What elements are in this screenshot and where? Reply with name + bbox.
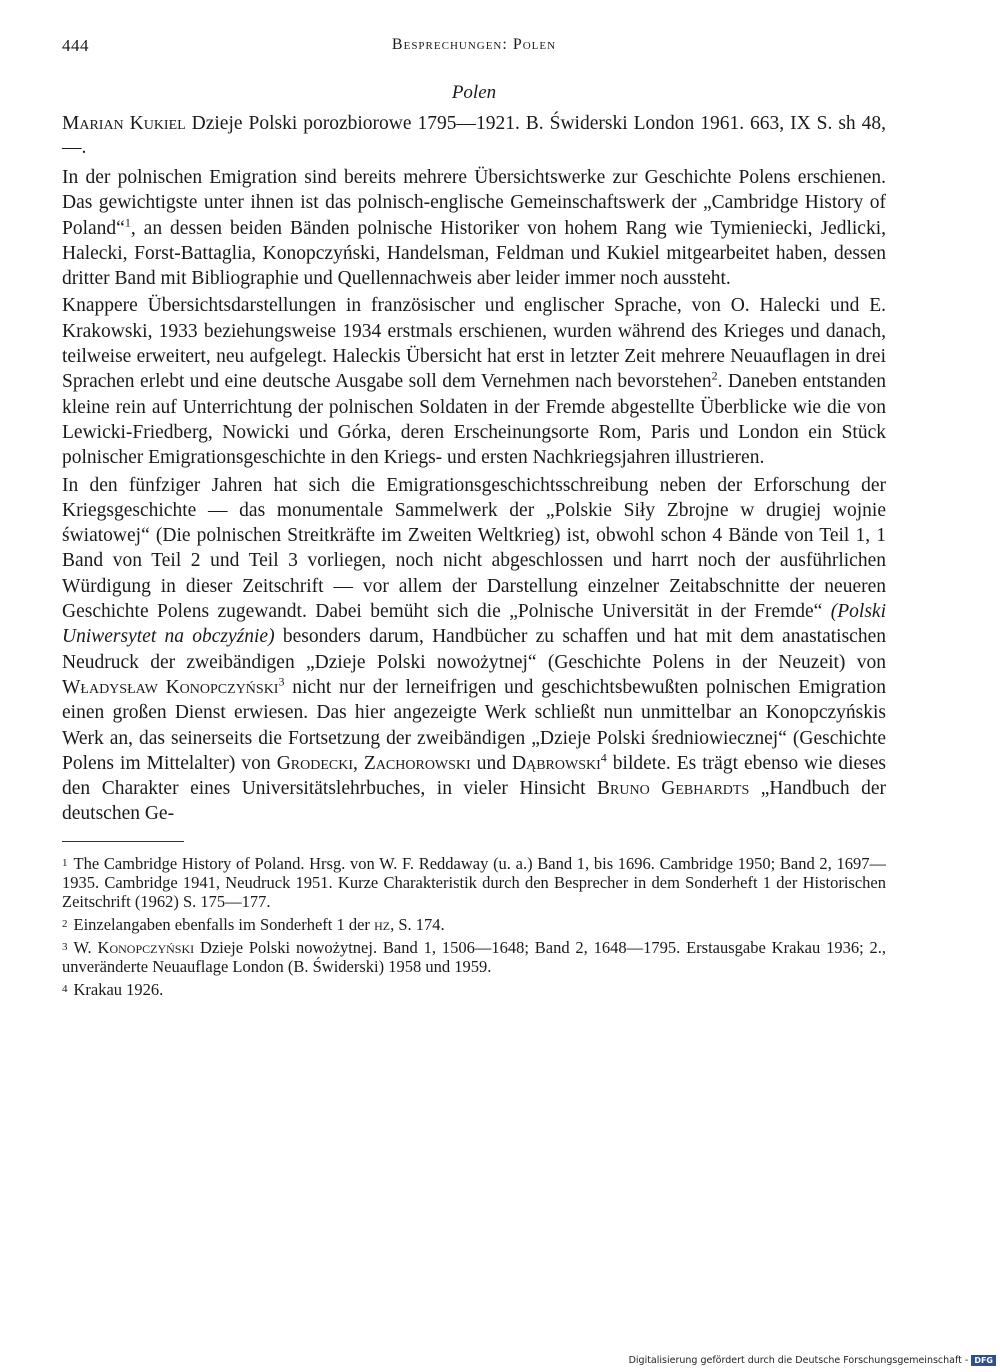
footnote-2	[62, 915, 886, 934]
footnote-3	[62, 938, 886, 976]
credit-text: Digitalisierung gefördert durch die Deutsche Forschungsgemeinschaft -	[628, 1355, 969, 1366]
footnote-text: The Cambridge History of Poland. Hrsg. von W. F. Reddaway (u. a.) Band 1, bis 1696. Cambridge 1950; Band 2, 1697—1935. Cambridge 1941, Neudruck 1951. Kurze Charakteristik durch den Besprecher in dem Sonderheft 1 der Historischen Zeitschrift (1962) S. 175—177.	[62, 853, 886, 911]
entry-author: Marian Kukiel	[62, 113, 186, 134]
dfg-logo[interactable]: DFG	[971, 1355, 996, 1366]
footnote-1	[62, 854, 886, 911]
paragraph-text: Knappere Übersichtsdarstellungen in französischer und englischer Sprache, von O. Halecki und E. Krakowski, 1933 beziehungsweise 1934 erstmals erschienen, wurden während des Krieges und danach, teilweise erweitert, neu aufgelegt. Haleckis Übersicht hat erst in letzter Zeit mehrere Neuauflagen in drei Sprachen erlebt und eine deutsche Ausgabe soll dem Vernehmen nach bevorstehen	[62, 295, 886, 393]
footnote-4	[62, 980, 886, 999]
paragraph-text: In der polnischen Emigration sind bereits mehrere Übersichtswerke zur Geschichte Polens erschienen. Das gewichtigste unter ihnen ist das polnisch-englische Gemeinschaftswerk der „Cambridge History of Poland“	[62, 167, 886, 239]
footnote-text: Dzieje Polski nowożytnej. Band 1, 1506—1648; Band 2, 1648—1795. Erstausgabe Krakau 1936; 2., unveränderte Neuauflage London (B. Świderski) 1958 und 1959.	[62, 937, 886, 976]
page-number: 444	[62, 36, 89, 55]
author-name: Bruno Gebhardts	[597, 778, 750, 800]
section-title: Polen	[451, 82, 497, 103]
italic-title: (Polski Uniwersytet na obczyźnie)	[62, 601, 886, 648]
footnote-text: , S. 174.	[390, 914, 445, 934]
bibliographic-entry	[62, 112, 886, 159]
paragraph-text: . Daneben entstanden kleine rein auf Unterrichtung der polnischen Soldaten in der Fremde abgestellte Überblicke wie die von Lewicki-Friedberg, Nowicki und Górka, deren Erscheinungsorte Rom, Paris und London ein Stück polnischer Emigrationsgeschichte in den Kriegs- und ersten Nachkriegsjahren illustrieren.	[62, 371, 887, 469]
page-header	[62, 30, 886, 60]
digitization-credit	[629, 1355, 996, 1366]
entry-text: Dzieje Polski porozbiorowe 1795—1921. B. Świderski London 1961. 663, IX S. sh 48,—.	[62, 113, 886, 158]
paragraph-text: bildete. Es trägt ebenso wie dieses den Charakter eines Universitätslehrbuches, in vieler Hinsicht	[62, 752, 886, 800]
author-name: Zachorowski	[363, 752, 471, 774]
paragraph-1	[62, 165, 886, 291]
paragraph-3	[62, 473, 886, 827]
footnote-mark: 1	[62, 856, 68, 869]
footnote-ref-2[interactable]: 2	[711, 368, 718, 383]
paragraph-text: und	[470, 752, 512, 774]
paragraph-text: besonders darum, Handbücher zu schaffen und hat mit dem anastatischen Neudruck der zweibändigen „Dzieje Polski nowożytnej“ (Geschichte Polens in der Neuzeit) von	[62, 626, 886, 673]
footnote-ref-1[interactable]: 1	[124, 215, 131, 230]
author-name: W. Konopczyński	[73, 937, 195, 957]
document-page	[62, 30, 886, 1003]
paragraph-text: , an dessen beiden Bänden polnische Historiker von hohem Rang wie Tymieniecki, Jedlicki, Halecki, Forst-Battaglia, Konopczyński, Handelsman, Feldman und Kukiel mitgearbeitet haben, dessen dritter Band mit Bibliographie und Quellennachweis aber leider immer noch aussteht.	[62, 217, 886, 290]
footnote-ref-3[interactable]: 3	[278, 674, 285, 689]
paragraph-text: In den fünfziger Jahren hat sich die Emigrationsgeschichtsschreibung neben der Erforschung der Kriegsgeschichte — das monumentale Sammelwerk der „Polskie Siły Zbrojne w drugiej wojnie światowej“ (Die polnischen Streitkräfte im Zweiten Weltkrieg) ist, obwohl schon 4 Bände von Teil 1, 1 Band von Teil 2 und Teil 3 vorliegen, noch nicht abgeschlossen und harrt noch der ausführlichen Würdigung in dieser Zeitschrift — vor allem der Darstellung einzelner Zeitabschnitte der neueren Geschichte Polens zugewandt. Dabei bemüht sich die „Polnische Universität in der Fremde“	[62, 474, 886, 623]
running-title: Besprechungen: Polen	[391, 36, 557, 53]
author-name: Władysław Konopczyński	[62, 676, 279, 698]
footnote-mark: 3	[62, 940, 68, 953]
paragraph-text: nicht nur der lerneifrigen und geschichtsbewußten polnischen Emigration einen großen Dienst erwiesen. Das hier angezeigte Werk schließt nun unmittelbar an Konopczyńskis Werk an, das seinerseits die Fortsetzung der zweibändigen „Dzieje Polski średniowiecznej“ (Geschichte Polens im Mittelalter) von	[62, 676, 886, 774]
footnote-text: Krakau 1926.	[73, 979, 164, 999]
paragraph-text: ,	[353, 752, 364, 774]
paragraph-2	[62, 293, 886, 470]
paragraph-text: „Handbuch der deutschen Ge-	[62, 778, 886, 825]
footnote-mark: 2	[62, 917, 68, 930]
journal-abbrev: hz	[374, 914, 391, 934]
author-name: Dąbrowski	[512, 752, 601, 774]
footnote-text: Einzelangaben ebenfalls im Sonderheft 1 der	[73, 914, 375, 934]
footnote-divider	[62, 841, 184, 842]
footnote-mark: 4	[62, 982, 68, 995]
footnote-ref-4[interactable]: 4	[600, 750, 607, 765]
author-name: Grodecki	[276, 752, 354, 774]
